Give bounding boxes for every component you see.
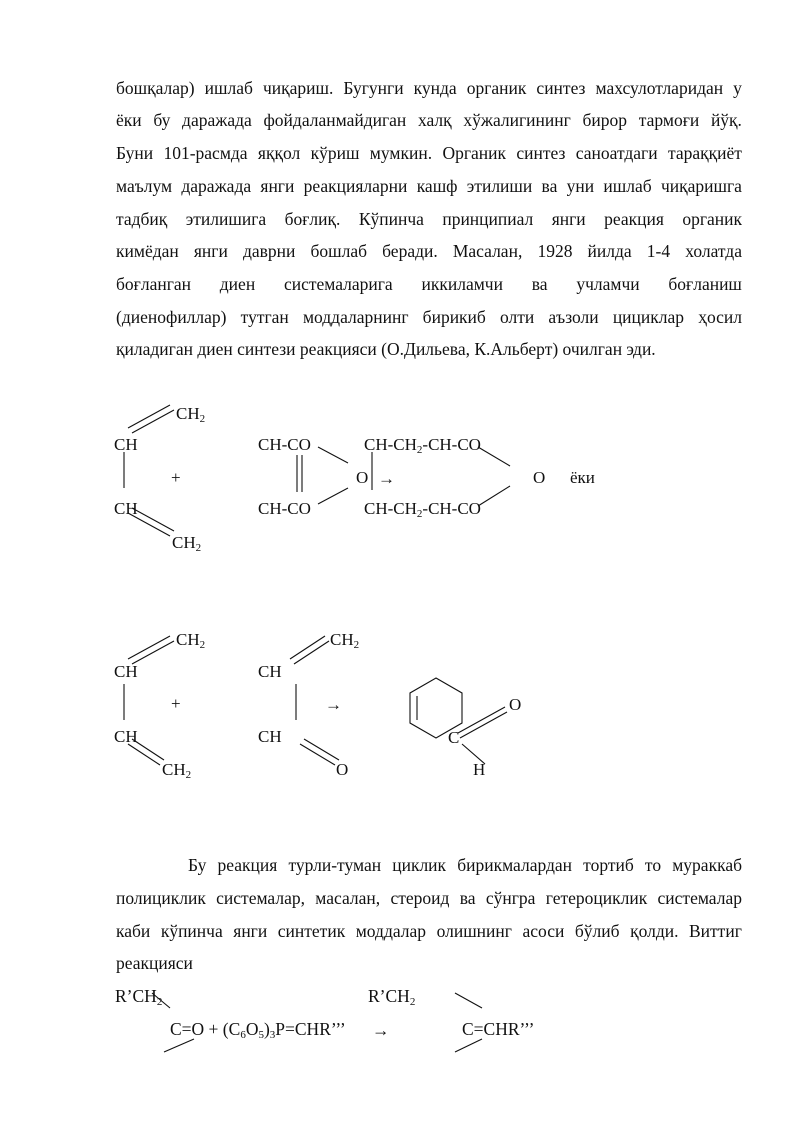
word: то (644, 855, 662, 875)
paragraph1-line-last: қиладиган диен синтези реакцияси (О.Дильева, К.Альберт) очилган эди. (116, 339, 656, 359)
acrolein-ch-bottom: CH (258, 727, 282, 746)
word: мумкин. (369, 143, 433, 163)
wittig-equation: $C=O + (C_6O_5)_3P=CHR$’’’ (170, 1019, 346, 1041)
word: ва (531, 274, 548, 294)
word: саноатдаги (575, 143, 658, 163)
word: бошлаб (310, 241, 368, 261)
acrolein-ch2-label: $CH_2$ (330, 630, 360, 651)
ch-bottom-label: CH (114, 499, 138, 518)
word: бирикиб (422, 307, 486, 327)
word: Бу (188, 855, 207, 875)
paragraph2-line (116, 888, 742, 908)
word: моддаларнинг (302, 307, 409, 327)
word: даражада (181, 176, 252, 196)
word: каби (116, 921, 151, 941)
reaction-arrow: → (378, 469, 395, 488)
word: гетероциклик (545, 888, 648, 908)
word: диен (219, 274, 256, 294)
word: принципиал (442, 209, 534, 229)
word: қолди. (630, 921, 679, 941)
word: тараққиёт (667, 143, 742, 163)
word: тармоғи (638, 110, 700, 130)
word: стероид (390, 888, 450, 908)
word: цициклар (612, 307, 685, 327)
word: бу (153, 110, 171, 130)
word: кунда (413, 78, 457, 98)
word: Органик (442, 143, 507, 163)
ch-top-label: CH (114, 435, 138, 454)
aldehyde-oxygen: O (509, 695, 522, 714)
word: учламчи (576, 274, 640, 294)
word: масалан, (315, 888, 381, 908)
word: кашф (416, 176, 458, 196)
word: полициклик (116, 888, 206, 908)
word: аъзоли (548, 307, 599, 327)
ch2-top-label: $CH_2$ (176, 630, 206, 651)
word: реакция (604, 209, 664, 229)
word: боғлиқ. (284, 209, 341, 229)
word: боғланиш (668, 274, 742, 294)
wittig-left-r: $R’CH_2$ (115, 986, 163, 1008)
word: махсулотларидан (595, 78, 724, 98)
word: сўнгра (485, 888, 536, 908)
plus-sign: + (171, 694, 181, 713)
word: тутган (240, 307, 289, 327)
word: ҳосил (698, 307, 742, 327)
word: Буни (116, 143, 154, 163)
word: янги (233, 921, 268, 941)
word: циклик (392, 855, 447, 875)
word: олти (499, 307, 535, 327)
product-bottom-label: $CH-CH_2-CH-CO$ (364, 499, 481, 520)
word: (диенофиллар) (116, 307, 227, 327)
word: реакцияларни (303, 176, 408, 196)
word: 1928 (537, 241, 573, 261)
plus-sign: + (171, 468, 181, 487)
word: моддалар (355, 921, 427, 941)
word: системалар (657, 888, 742, 908)
word: маълум (116, 176, 173, 196)
ch2-bottom-label: $CH_2$ (162, 760, 192, 781)
word: уни (566, 176, 595, 196)
word: Кўпинча (358, 209, 424, 229)
paragraph2-line-last: реакцияси (116, 953, 193, 973)
reaction-arrow: → (325, 695, 342, 714)
word: Виттиг (689, 921, 742, 941)
word: боғланган (116, 274, 192, 294)
word: янги (260, 176, 295, 196)
word: чиқаришга (660, 176, 742, 196)
anhydride-top-label: CH-CO (258, 435, 311, 454)
ch-bottom-label: CH (114, 727, 138, 746)
product-top-label: $CH-CH_2-CH-CO$ (364, 435, 481, 456)
word: бирикмалардан (457, 855, 573, 875)
word: янги (193, 241, 228, 261)
acrolein-ch-top: CH (258, 662, 282, 681)
wittig-product: C=CHR’’’ (462, 1019, 535, 1039)
word: бошқалар) (116, 78, 195, 98)
anhydride-oxygen: O (356, 468, 369, 487)
word: ишлаб (204, 78, 253, 98)
word: органик (466, 78, 527, 98)
word: тадбиқ (116, 209, 168, 229)
ch2-bottom-label: $CH_2$ (172, 533, 202, 554)
anhydride-bottom-label: CH-CO (258, 499, 311, 518)
word: синтетик (277, 921, 346, 941)
word: йилда (587, 241, 632, 261)
aldehyde-carbon: C (448, 728, 460, 747)
aldehyde-hydrogen: H (473, 760, 486, 779)
ch2-top-label: $CH_2$ (176, 404, 206, 425)
paragraph2-line-indent (188, 855, 742, 875)
word: мураккаб (672, 855, 742, 875)
word: даражада (182, 110, 252, 130)
word: реакция (217, 855, 278, 875)
paragraph2-line (116, 921, 742, 941)
word: йўқ. (710, 110, 742, 130)
word: кўпинча (160, 921, 223, 941)
word: синтез (516, 143, 566, 163)
word: у (733, 78, 742, 98)
word: Бугунги (343, 78, 404, 98)
word: олишнинг (436, 921, 512, 941)
word: халқ (417, 110, 452, 130)
word: этилиши (466, 176, 533, 196)
word: ва (541, 176, 558, 196)
word: турли-туман (288, 855, 382, 875)
word: бирор (582, 110, 628, 130)
word: янги (551, 209, 586, 229)
word: органик (682, 209, 742, 229)
word: кимёдан (116, 241, 179, 261)
acrolein-oxygen: O (336, 760, 349, 779)
word: этилишига (185, 209, 267, 229)
word: Масалан, (452, 241, 523, 261)
word: даврни (242, 241, 296, 261)
word: 1-4 (646, 241, 671, 261)
word: хўжалигининг (463, 110, 571, 130)
or-word: ёки (570, 468, 595, 487)
word: холатда (685, 241, 742, 261)
word: ишлаб (603, 176, 652, 196)
word: бўлиб (574, 921, 620, 941)
word: 101-расмда (163, 143, 248, 163)
word: ва (459, 888, 476, 908)
word: системалар, (216, 888, 305, 908)
word: яққол (257, 143, 301, 163)
word: ёки (116, 110, 142, 130)
ch-top-label: CH (114, 662, 138, 681)
word: тортиб (583, 855, 634, 875)
word: асоси (522, 921, 565, 941)
word: беради. (382, 241, 438, 261)
wittig-arrow: → (372, 1020, 390, 1040)
word: иккиламчи (421, 274, 503, 294)
word: фойдаланмайдиган (263, 110, 407, 130)
wittig-right-r: $R’CH_2$ (368, 986, 416, 1008)
word: кўриш (310, 143, 360, 163)
word: чиқариш. (262, 78, 334, 98)
product-oxygen: O (533, 468, 546, 487)
word: системаларига (283, 274, 393, 294)
word: синтез (536, 78, 586, 98)
